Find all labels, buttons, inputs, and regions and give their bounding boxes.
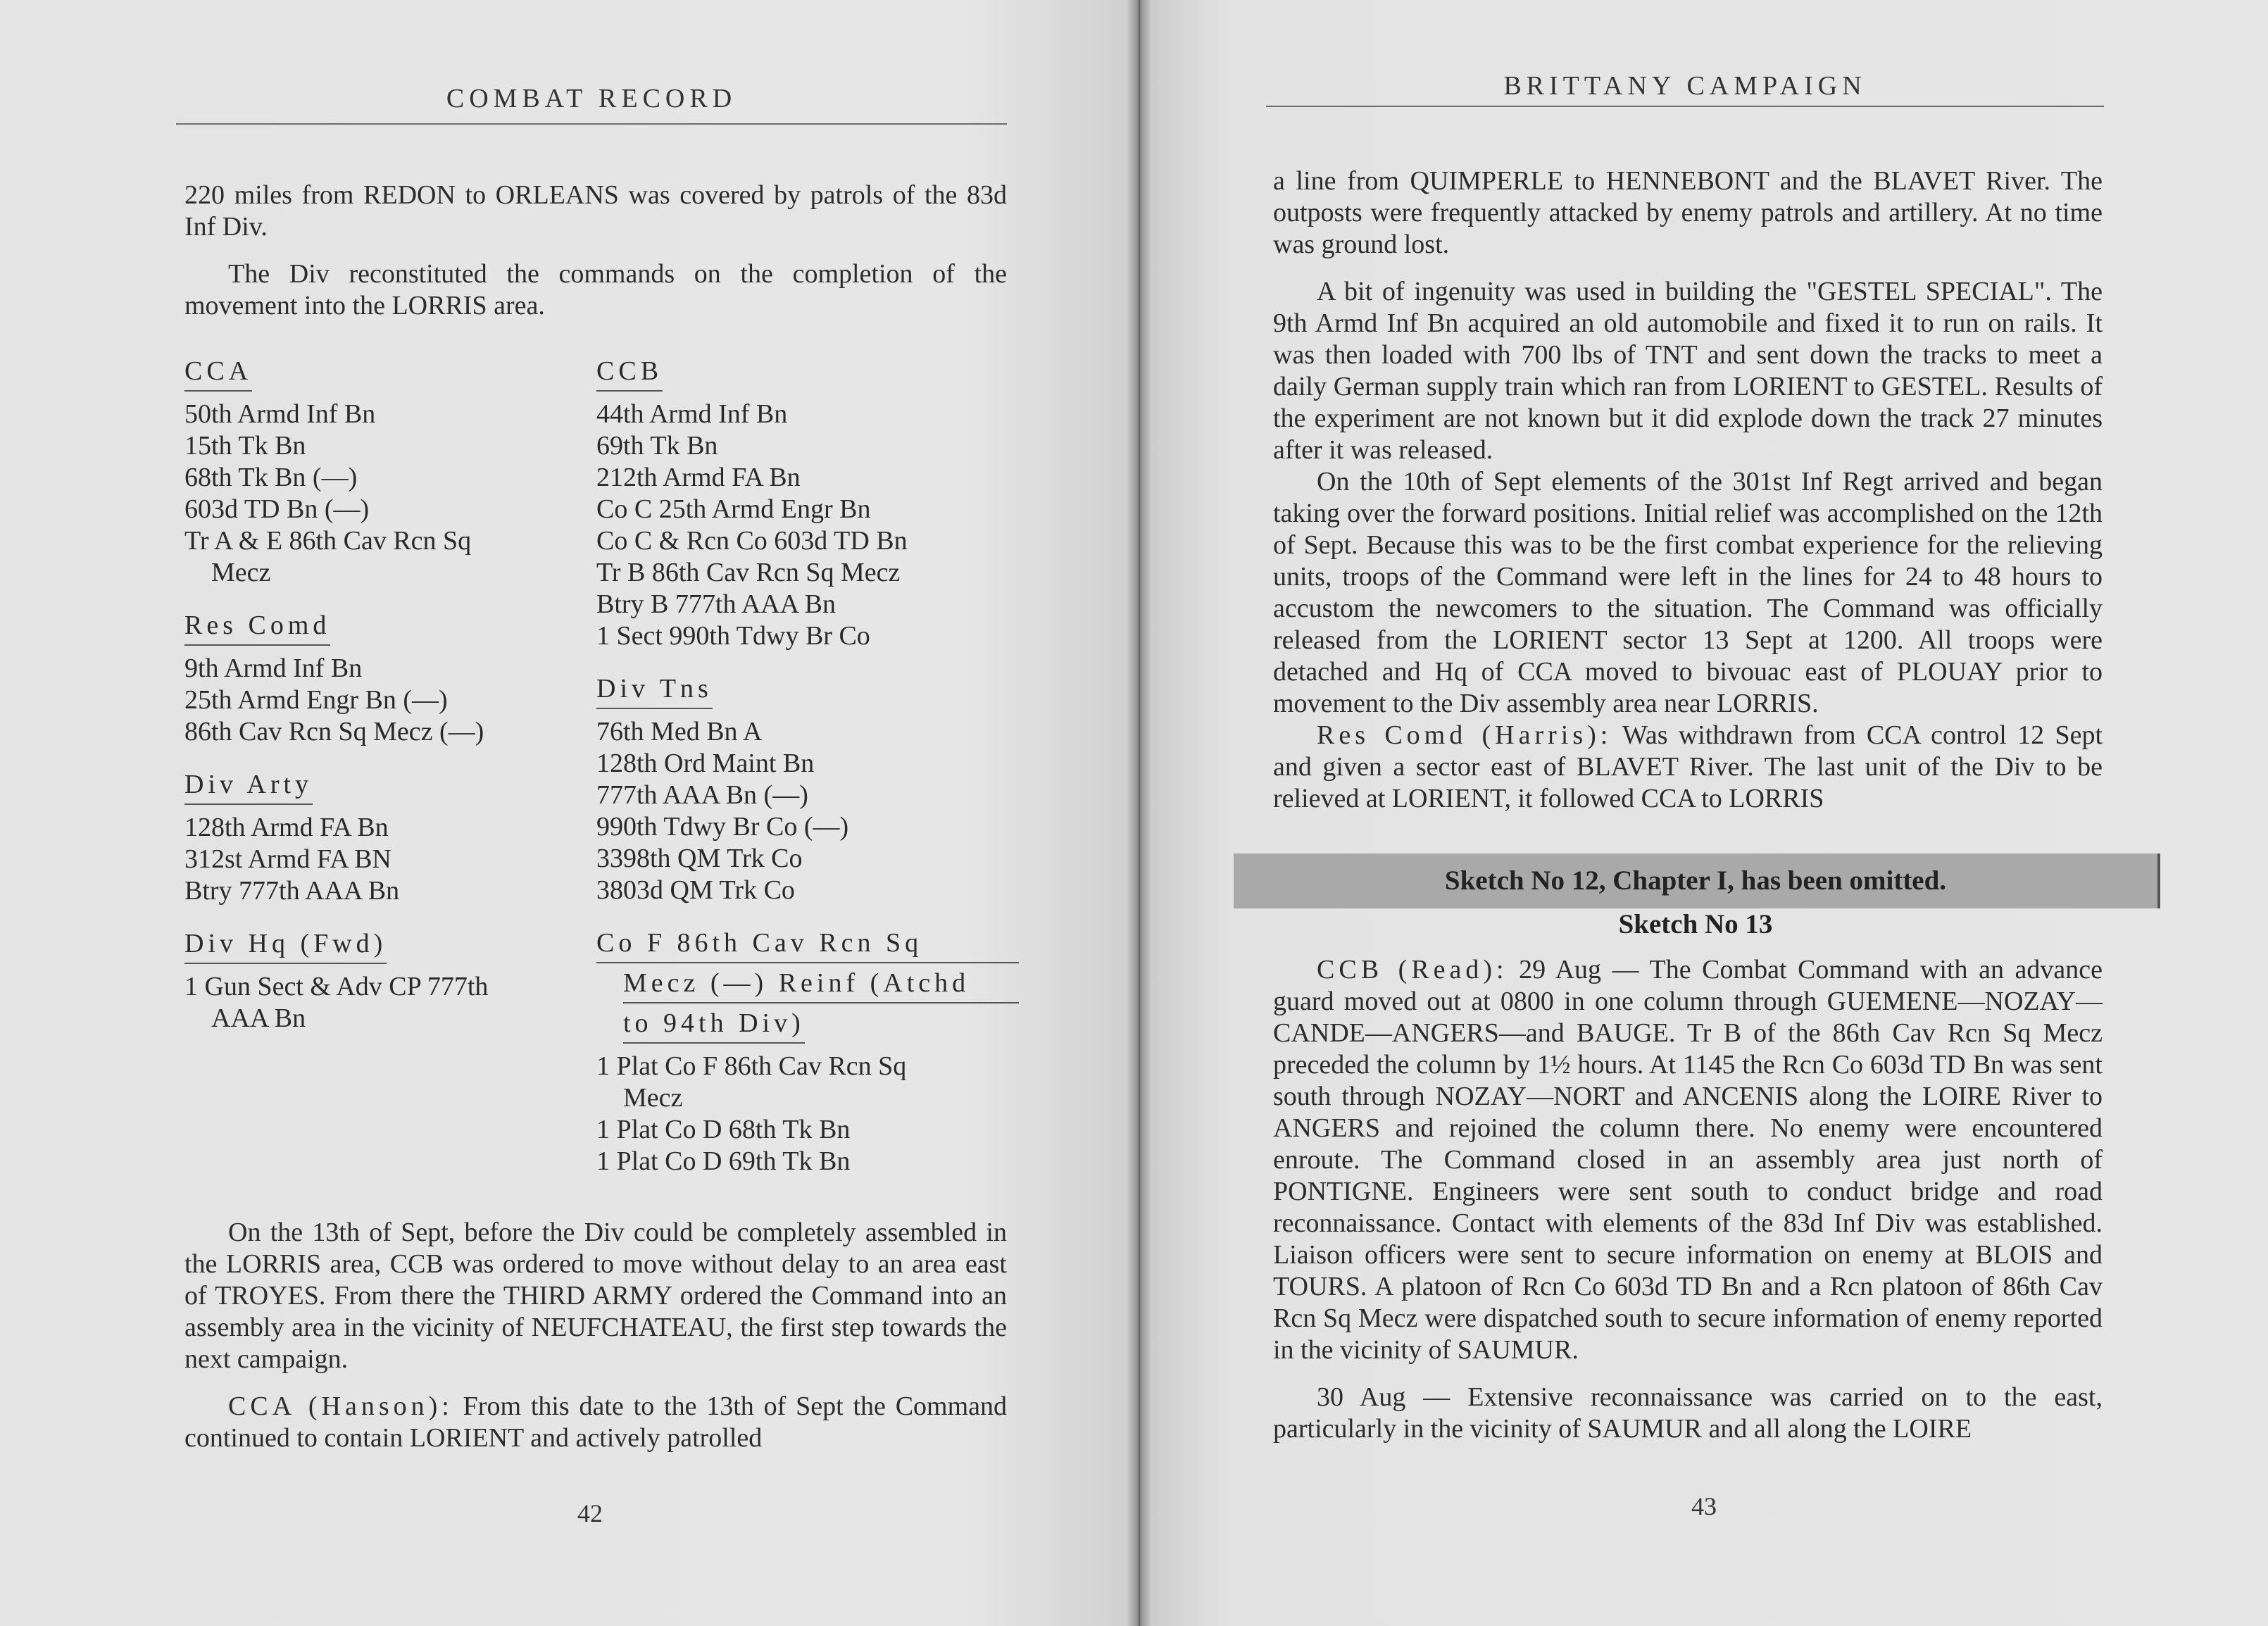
unit-line: 76th Med Bn A [596, 717, 763, 746]
paragraph: 220 miles from REDON to ORLEANS was covered by patrols of the 83d Inf Div. [184, 180, 1007, 242]
unit-line: 69th Tk Bn [596, 431, 718, 461]
unit-line: 3803d QM Trk Co [596, 875, 795, 905]
paragraph: a line from QUIMPERLE to HENNEBONT and the BLAVET River. The outposts were frequently attacked by enemy patrols and artillery. At no time was ground lost. [1273, 166, 2103, 259]
paragraph: 30 Aug — Extensive reconnaissance was carried on to the east, particularly in the vicinity of SAUMUR and all along the LOIRE [1273, 1382, 2103, 1444]
unit-column-left [184, 356, 579, 1056]
unit-group-ccb [596, 356, 1019, 652]
paragraph-text: 29 Aug — The Combat Command with an advance guard moved out at 0800 in one column through GUEMENE—NOZAY—CANDE—ANGERS—and BAUGE. Tr B of the 86th Cav Rcn Sq Mecz preceded the column by 1½ hours. At 1145 the Rcn Co 603d TD Bn was sent south through NOZAY—NORT and ANCENIS along the LOIRE River to ANGERS and rejoined the column there. No enemy were encountered enroute. The Command closed in an assembly area just north of PONTIGNE. Engineers were sent south to conduct bridge and road reconnaissance. Contact with elements of the 83d Inf Div was established. Liaison officers were sent to secure information on enemy at BLOIS and TOURS. A platoon of Rcn Co 603d TD Bn and a Rcn platoon of 86th Cav Rcn Sq Mecz were dispatched south to secure information of enemy reported in the vicinity of SAUMUR. [1273, 955, 2103, 1365]
unit-line: 15th Tk Bn [184, 431, 306, 461]
unit-line: 128th Ord Maint Bn [596, 749, 815, 778]
unit-column-right [596, 356, 1019, 1199]
unit-group-res-comd [184, 610, 579, 748]
unit-line: 25th Armd Engr Bn (—) [184, 685, 448, 715]
unit-line: 990th Tdwy Br Co (—) [596, 812, 849, 842]
unit-line: Co C 25th Armd Engr Bn [596, 494, 871, 524]
page-number-right: 43 [1691, 1492, 1717, 1520]
paragraph-text: Was withdrawn from CCA control 12 Sept and given a sector east of BLAVET River. The last unit of the Div to be relieved at LORIENT, it followed CCA to LORRIS [1273, 720, 2103, 813]
unit-line: 1 Plat Co F 86th Cav Rcn Sq [596, 1051, 907, 1081]
header-rule [1266, 106, 2104, 107]
run-in-heading: CCB (Read): [1317, 955, 1508, 984]
paragraph: The Div reconstituted the commands on the completion of the movement into the LORRIS area. [184, 259, 1007, 320]
unit-line: 1 Gun Sect & Adv CP 777th [184, 972, 489, 1001]
unit-line: 50th Armd Inf Bn [184, 399, 376, 429]
sketch-heading: Sketch No 13 [1618, 909, 1773, 939]
unit-line: 1 Sect 990th Tdwy Br Co [596, 621, 870, 651]
right-body-text [1273, 165, 2103, 830]
book-gutter [1127, 0, 1152, 1626]
unit-heading: Div Arty [184, 769, 313, 805]
run-in-heading: Res Comd (Harris): [1317, 720, 1612, 750]
unit-line: 312st Armd FA BN [184, 844, 391, 874]
header-rule [176, 123, 1007, 125]
paragraph-res-comd [1273, 720, 2103, 815]
running-head-right: BRITTANY CAMPAIGN [1503, 71, 1867, 101]
unit-heading-continued: Mecz (—) Reinf (Atchd [623, 968, 1019, 1003]
unit-heading-continued: to 94th Div) [623, 1008, 805, 1044]
unit-line: Tr A & E 86th Cav Rcn Sq [184, 526, 472, 556]
unit-line: 212th Armd FA Bn [596, 463, 801, 492]
unit-line: Mecz [211, 558, 271, 587]
unit-line: Co C & Rcn Co 603d TD Bn [596, 526, 908, 556]
paragraph: A bit of ingenuity was used in building the "GESTEL SPECIAL". The 9th Armd Inf Bn acquired an old automobile and fixed it to run on rails. It was then loaded with 700 lbs of TNT and sent down the tracks to meet a daily German supply train which ran from LORIENT to GESTEL. Results of the experiment are not known but it did explode down the track 27 minutes after it was released. [1273, 277, 2103, 465]
right-body-text-lower [1273, 954, 2103, 1461]
unit-listing [184, 356, 1015, 1201]
unit-line: Mecz [623, 1083, 683, 1113]
unit-heading: Res Comd [184, 610, 330, 646]
unit-line: 86th Cav Rcn Sq Mecz (—) [184, 717, 484, 746]
unit-heading: CCB [596, 356, 663, 392]
closing-text [184, 1217, 1007, 1470]
unit-line: 9th Armd Inf Bn [184, 653, 363, 683]
unit-line: 777th AAA Bn (—) [596, 780, 808, 810]
unit-heading: Co F 86th Cav Rcn Sq [596, 927, 1019, 963]
unit-heading: Div Hq (Fwd) [184, 928, 387, 964]
unit-line: 603d TD Bn (—) [184, 494, 370, 524]
unit-group-div-hq [184, 928, 579, 1034]
unit-line: 128th Armd FA Bn [184, 813, 389, 842]
paragraph: On the 10th of Sept elements of the 301st Inf Regt arrived and began taking over the forward positions. Initial relief was accomplished on the 12th of Sept. Because this was to be the first combat experience for the relieving units, troops of the Command were left in the lines for 24 to 48 hours to accustom the newcomers to the situation. The Command was officially released from the LORIENT sector 13 Sept at 1200. All troops were detached and Hq of CCA moved to bivouac east of PLOUAY prior to movement to the Div assembly area near LORRIS. [1273, 467, 2103, 718]
unit-line: 44th Armd Inf Bn [596, 399, 788, 429]
unit-line: 68th Tk Bn (—) [184, 463, 358, 492]
paragraph-ccb [1273, 954, 2103, 1366]
unit-line: 3398th QM Trk Co [596, 844, 803, 873]
run-in-heading: CCA (Hanson): [228, 1392, 453, 1421]
intro-text [184, 180, 1007, 337]
omission-notice: Sketch No 12, Chapter I, has been omitted. [1234, 853, 2160, 908]
unit-group-div-arty [184, 769, 579, 907]
paragraph: On the 13th of Sept, before the Div could be completely assembled in the LORRIS area, CCB was ordered to move without delay to an area east of TROYES. From there the THIRD ARMY ordered the Command into an assembly area in the vicinity of NEUFCHATEAU, the first step towards the next campaign. [184, 1218, 1007, 1374]
unit-line: 1 Plat Co D 68th Tk Bn [596, 1115, 851, 1144]
paragraph-cca [184, 1391, 1007, 1454]
unit-line: AAA Bn [211, 1003, 306, 1033]
unit-line: Tr B 86th Cav Rcn Sq Mecz [596, 558, 901, 587]
unit-heading: Div Tns [596, 673, 713, 709]
unit-group-div-tns [596, 673, 1019, 906]
unit-line: 1 Plat Co D 69th Tk Bn [596, 1146, 851, 1176]
unit-group-cca [184, 356, 579, 589]
unit-line: Btry B 777th AAA Bn [596, 589, 836, 619]
unit-heading: CCA [184, 356, 252, 392]
unit-line: Btry 777th AAA Bn [184, 876, 400, 906]
paragraph-text: From this date to the 13th of Sept the Command continued to contain LORIENT and actively patrolled [184, 1392, 1008, 1453]
page-number-left: 42 [577, 1499, 603, 1527]
unit-group-co-f [596, 927, 1019, 1177]
running-head-left: COMBAT RECORD [446, 84, 737, 113]
